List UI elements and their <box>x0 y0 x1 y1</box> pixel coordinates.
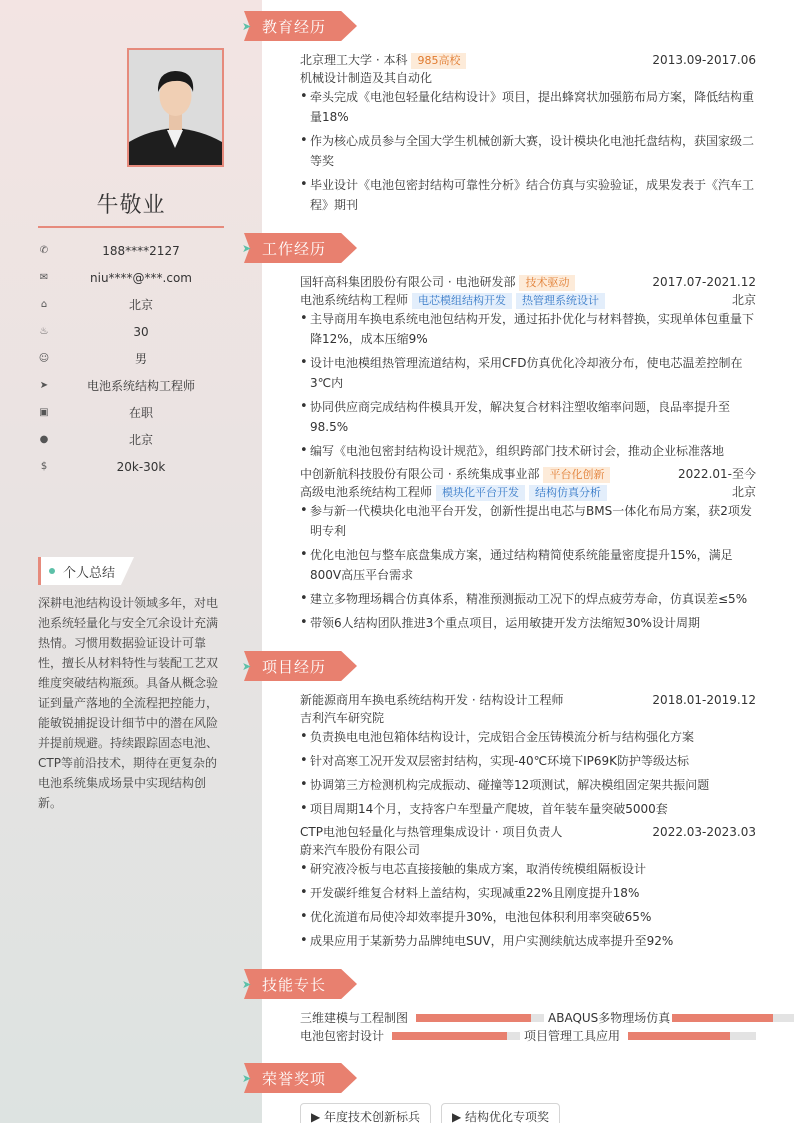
award-name: 结构优化专项奖 <box>465 1110 550 1123</box>
home-icon: ⌂ <box>40 299 48 310</box>
project-bullet: • 针对高寒工况开发双层密封结构，实现-40℃环境下IP69K防护等级达标 <box>300 751 756 771</box>
summary-accent-bar <box>38 557 41 585</box>
project-title: CTP电池包轻量化与热管理集成设计 · 项目负责人 <box>300 825 563 839</box>
education-bullet: • 牵头完成《电池包轻量化结构设计》项目，提出蜂窝状加强筋布局方案，降低结构重量18% <box>300 87 756 127</box>
skill-name: 电池包密封设计 <box>300 1029 385 1043</box>
project-bullet: • 研究液冷板与电芯直接接触的集成方案，取消传统模组隔板设计 <box>300 859 756 879</box>
info-value: 在职 <box>128 406 153 420</box>
work-header <box>300 465 756 483</box>
school-name: 北京理工大学 · 本科 <box>300 53 408 67</box>
education-period: 2013.09-2017.06 <box>652 53 756 67</box>
skill-bar <box>628 1032 756 1040</box>
education-major: 机械设计制造及其自动化 <box>300 71 433 85</box>
skill-item <box>548 1009 794 1027</box>
work-bullet: • 建立多物理场耦合仿真体系，精准预测振动工况下的焊点疲劳寿命，仿真误差≤5% <box>300 589 756 609</box>
arrow-icon: ➤ <box>242 242 252 255</box>
skill-fill <box>672 1014 773 1022</box>
location-icon: ● <box>39 434 49 445</box>
project-bullet: • 负责换电电池包箱体结构设计，完成铝合金压铸模流分析与结构强化方案 <box>300 727 756 747</box>
role-title: 高级电池系统结构工程师 <box>300 485 433 499</box>
money-icon: $ <box>40 461 48 472</box>
section-education <box>244 11 357 41</box>
work-bullet: • 设计电池模组热管理流道结构，采用CFD仿真优化冷却液分布，使电芯温差控制在3℃内 <box>300 353 756 393</box>
info-value: 30 <box>133 325 149 339</box>
project-header <box>300 691 756 709</box>
education-bullet: • 毕业设计《电池包密封结构可靠性分析》结合仿真与实验验证，成果发表于《汽车工程》期刊 <box>300 175 756 215</box>
skill-bar <box>392 1032 520 1040</box>
info-age <box>38 323 224 343</box>
work-bullet: • 协同供应商完成结构件模具开发，解决复合材料注塑收缩率问题，良品率提升至98.5% <box>300 397 756 437</box>
project-bullet: • 协调第三方检测机构完成振动、碰撞等12项测试，解决模组固定架共振问题 <box>300 775 756 795</box>
project-period: 2018.01-2019.12 <box>652 693 756 707</box>
skill-fill <box>628 1032 730 1040</box>
skill-fill <box>392 1032 507 1040</box>
play-icon: ▶ <box>452 1110 466 1123</box>
info-home <box>38 296 224 316</box>
phone-icon: ✆ <box>39 245 49 256</box>
project-bullet: • 优化流道布局使冷却效率提升30%，电池包体积利用率突破65% <box>300 907 756 927</box>
award-item <box>441 1103 560 1123</box>
work-bullet: • 优化电池包与整车底盘集成方案，通过结构精简使系统能量密度提升15%，满足800V高压平台需求 <box>300 545 756 585</box>
section-title: 项目经历 <box>262 658 327 676</box>
work-bullet: • 主导商用车换电系统电池包结构开发，通过拓扑优化与材料替换，实现单体包重量下降12%，成本压缩9% <box>300 309 756 349</box>
avatar <box>127 48 224 167</box>
info-value: 北京 <box>128 433 153 447</box>
section-title: 工作经历 <box>262 240 327 258</box>
info-position <box>38 377 224 397</box>
work-city: 北京 <box>731 293 756 307</box>
work-period: 2017.07-2021.12 <box>652 275 756 289</box>
dot-icon <box>49 568 55 574</box>
project-bullet: • 成果应用于某新势力品牌纯电SUV，用户实测续航达成率提升至92% <box>300 931 756 951</box>
skill-bar <box>416 1014 544 1022</box>
summary-title: 个人总结 <box>63 566 116 581</box>
role-title: 电池系统结构工程师 <box>300 293 409 307</box>
mail-icon: ✉ <box>39 272 49 283</box>
company-name: 中创新航科技股份有限公司 · 系统集成事业部 <box>300 467 540 481</box>
info-location <box>38 431 224 451</box>
work-bullet: • 参与新一代模块化电池平台开发，创新性提出电芯与BMS一体化布局方案，获2项发明专利 <box>300 501 756 541</box>
info-value: 电池系统结构工程师 <box>86 379 195 393</box>
project-bullet: • 项目周期14个月，支持客户车型量产爬坡，首年装车量突破5000套 <box>300 799 756 819</box>
work-role-row <box>300 483 756 501</box>
skill-item <box>300 1009 544 1027</box>
briefcase-icon: ▣ <box>39 407 49 418</box>
info-value: 188****2127 <box>102 244 180 258</box>
work-bullet: • 编写《电池包密封结构设计规范》，组织跨部门技术研讨会，推动企业标准落地 <box>300 441 756 461</box>
arrow-icon: ➤ <box>242 660 252 673</box>
award-name: 年度技术创新标兵 <box>324 1110 421 1123</box>
info-salary <box>38 458 224 478</box>
candidate-name: 牛敬业 <box>96 193 166 218</box>
send-icon: ➤ <box>39 380 49 391</box>
skill-item <box>524 1027 756 1045</box>
info-gender <box>38 350 224 370</box>
info-value: 北京 <box>128 298 153 312</box>
section-title: 技能专长 <box>262 976 327 994</box>
school-tag: 985高校 <box>411 53 466 69</box>
company-name: 国轩高科集团股份有限公司 · 电池研发部 <box>300 275 516 289</box>
section-title: 教育经历 <box>262 18 327 36</box>
info-value: 男 <box>134 352 147 366</box>
section-work <box>244 233 357 263</box>
company-tag: 平台化创新 <box>543 467 610 483</box>
work-header <box>300 273 756 291</box>
sidebar <box>0 0 262 1123</box>
company-tag: 技术驱动 <box>519 275 575 291</box>
info-value: niu****@***.com <box>90 271 192 285</box>
role-tag: 模块化平台开发 <box>436 485 525 501</box>
project-bullet: • 开发碳纤维复合材料上盖结构，实现减重22%且刚度提升18% <box>300 883 756 903</box>
skill-bar <box>672 1014 794 1022</box>
section-awards <box>244 1063 357 1093</box>
skill-name: ABAQUS多物理场仿真 <box>548 1011 671 1025</box>
info-phone <box>38 242 224 262</box>
work-period: 2022.01-至今 <box>678 467 756 481</box>
award-item <box>300 1103 431 1123</box>
arrow-icon: ➤ <box>242 1072 252 1085</box>
arrow-icon: ➤ <box>242 20 252 33</box>
project-org: 吉利汽车研究院 <box>300 711 385 725</box>
project-header <box>300 823 756 841</box>
face-icon: ☺ <box>38 353 50 364</box>
role-tag: 热管理系统设计 <box>516 293 605 309</box>
education-bullet: • 作为核心成员参与全国大学生机械创新大赛，设计模块化电池托盘结构，获国家级二等奖 <box>300 131 756 171</box>
cake-icon: ♨ <box>39 326 49 337</box>
skill-item <box>300 1027 520 1045</box>
project-title: 新能源商用车换电系统结构开发 · 结构设计工程师 <box>300 693 564 707</box>
arrow-icon: ➤ <box>242 978 252 991</box>
info-value: 20k-30k <box>116 460 166 474</box>
skill-name: 项目管理工具应用 <box>524 1029 621 1043</box>
portrait-image <box>129 50 222 165</box>
work-city: 北京 <box>731 485 756 499</box>
skill-fill <box>416 1014 531 1022</box>
section-skills <box>244 969 357 999</box>
section-title: 荣誉奖项 <box>262 1070 327 1088</box>
name-divider <box>38 226 224 228</box>
skill-name: 三维建模与工程制图 <box>300 1011 409 1025</box>
project-org: 蔚来汽车股份有限公司 <box>300 843 421 857</box>
section-projects <box>244 651 357 681</box>
summary-header <box>38 557 134 585</box>
role-tag: 结构仿真分析 <box>529 485 607 501</box>
education-header <box>300 51 756 69</box>
info-email <box>38 269 224 289</box>
play-icon: ▶ <box>311 1110 325 1123</box>
work-role-row <box>300 291 756 309</box>
summary-text: 深耕电池结构设计领域多年，对电池系统轻量化与安全冗余设计充满热情。习惯用数据验证设计可靠性，擅长从材料特性与装配工艺双维度突破结构瓶颈。具备从概念验证到量产落地的全流程把控能力，能敏锐捕捉设计细节中的潜在风险并提前规避。持续跟踪固态电池、CTP等前沿技术，期待在更复杂的电池系统集成场景中实现结构创新。 <box>38 596 219 810</box>
role-tag: 电芯模组结构开发 <box>412 293 512 309</box>
work-bullet: • 带领6人结构团队推进3个重点项目，运用敏捷开发方法缩短30%设计周期 <box>300 613 756 633</box>
project-period: 2022.03-2023.03 <box>652 825 756 839</box>
info-status <box>38 404 224 424</box>
